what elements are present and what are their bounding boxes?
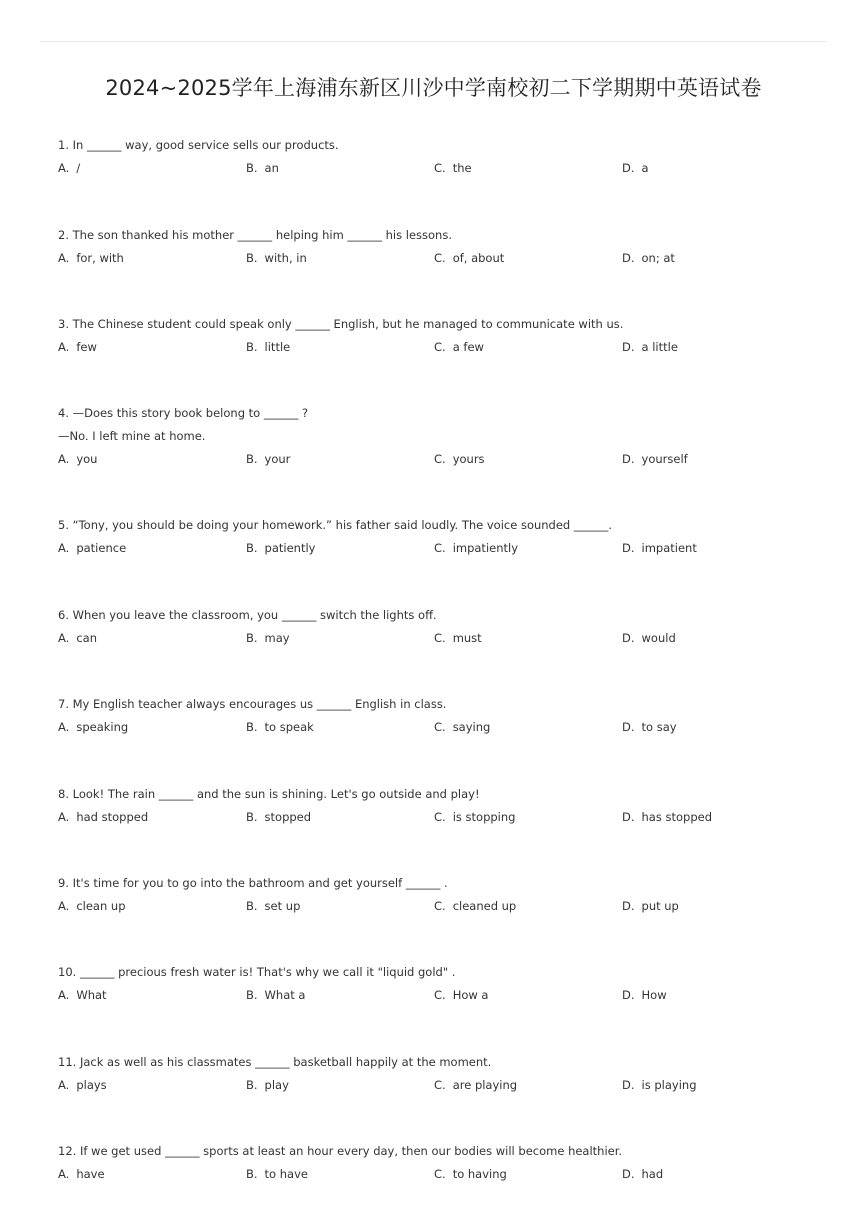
option-row (58, 448, 818, 471)
option-letter: B. (246, 161, 258, 175)
option-text: to have (264, 1167, 308, 1181)
option-letter: B. (246, 452, 258, 466)
option-d[interactable] (622, 984, 667, 1007)
option-b[interactable] (246, 336, 290, 359)
option-row (58, 336, 818, 359)
question-stem: 12. If we get used ______ sports at least an hour every day, then our bodies will become healthier. (58, 1144, 623, 1158)
question-11 (58, 1051, 818, 1097)
option-b[interactable] (246, 806, 311, 829)
option-row (58, 157, 818, 180)
option-b[interactable] (246, 1074, 289, 1097)
option-d[interactable] (622, 157, 649, 180)
option-letter: B. (246, 988, 258, 1002)
option-text: for, with (76, 251, 124, 265)
question-stem: 3. The Chinese student could speak only ______ English, but he managed to communicate with us. (58, 317, 624, 331)
option-letter: C. (434, 631, 446, 645)
option-letter: C. (434, 810, 446, 824)
option-d[interactable] (622, 895, 679, 918)
option-letter: C. (434, 161, 446, 175)
option-d[interactable] (622, 537, 697, 560)
option-letter: A. (58, 541, 70, 555)
question-1 (58, 134, 818, 180)
option-text: patience (76, 541, 127, 555)
option-d[interactable] (622, 1163, 663, 1186)
question-2 (58, 224, 818, 270)
option-d[interactable] (622, 716, 677, 739)
option-letter: C. (434, 541, 446, 555)
option-text: must (452, 631, 482, 645)
option-b[interactable] (246, 537, 315, 560)
option-text: yours (452, 452, 485, 466)
option-text: What a (264, 988, 306, 1002)
option-letter: D. (622, 251, 635, 265)
option-text: may (264, 631, 290, 645)
option-text: patiently (264, 541, 316, 555)
option-text: with, in (264, 251, 307, 265)
option-text: stopped (264, 810, 312, 824)
option-letter: D. (622, 631, 635, 645)
option-a[interactable] (58, 448, 97, 471)
option-text: saying (452, 720, 491, 734)
option-letter: D. (622, 452, 635, 466)
option-d[interactable] (622, 336, 678, 359)
option-c[interactable] (434, 1074, 517, 1097)
option-text: How a (452, 988, 489, 1002)
option-letter: D. (622, 340, 635, 354)
option-text: is playing (641, 1078, 697, 1092)
option-a[interactable] (58, 806, 148, 829)
question-8 (58, 783, 818, 829)
option-letter: A. (58, 161, 70, 175)
option-letter: D. (622, 988, 635, 1002)
option-letter: C. (434, 720, 446, 734)
option-letter: D. (622, 810, 635, 824)
option-d[interactable] (622, 247, 675, 270)
option-a[interactable] (58, 1163, 105, 1186)
option-text: How (641, 988, 667, 1002)
option-b[interactable] (246, 895, 300, 918)
option-c[interactable] (434, 716, 490, 739)
option-row (58, 247, 818, 270)
option-b[interactable] (246, 984, 305, 1007)
option-text: have (76, 1167, 105, 1181)
option-text: set up (264, 899, 301, 913)
option-letter: D. (622, 1078, 635, 1092)
option-a[interactable] (58, 716, 128, 739)
option-text: on; at (641, 251, 675, 265)
option-letter: B. (246, 899, 258, 913)
option-c[interactable] (434, 984, 488, 1007)
option-text: clean up (76, 899, 126, 913)
option-letter: C. (434, 988, 446, 1002)
option-c[interactable] (434, 806, 515, 829)
option-c[interactable] (434, 1163, 507, 1186)
option-text: speaking (76, 720, 129, 734)
option-letter: B. (246, 810, 258, 824)
option-letter: A. (58, 810, 70, 824)
option-b[interactable] (246, 157, 279, 180)
question-9 (58, 872, 818, 918)
option-a[interactable] (58, 895, 126, 918)
question-10 (58, 961, 818, 1007)
option-a[interactable] (58, 247, 124, 270)
option-d[interactable] (622, 806, 712, 829)
option-letter: B. (246, 541, 258, 555)
option-text: an (264, 161, 279, 175)
question-12 (58, 1140, 818, 1186)
option-text: would (641, 631, 676, 645)
option-a[interactable] (58, 1074, 107, 1097)
question-4 (58, 402, 818, 471)
option-a[interactable] (58, 336, 97, 359)
option-b[interactable] (246, 716, 314, 739)
option-text: play (264, 1078, 289, 1092)
question-stem: 7. My English teacher always encourages us ______ English in class. (58, 697, 447, 711)
option-text: a few (452, 340, 484, 354)
option-text: are playing (452, 1078, 518, 1092)
option-text: your (264, 452, 291, 466)
option-letter: A. (58, 988, 70, 1002)
option-letter: A. (58, 631, 70, 645)
option-letter: C. (434, 1167, 446, 1181)
option-text: a (641, 161, 649, 175)
option-letter: D. (622, 899, 635, 913)
option-letter: D. (622, 1167, 635, 1181)
question-stem: 6. When you leave the classroom, you ______ switch the lights off. (58, 608, 437, 622)
option-text: is stopping (452, 810, 516, 824)
option-letter: A. (58, 720, 70, 734)
option-text: to having (452, 1167, 507, 1181)
option-b[interactable] (246, 1163, 308, 1186)
option-a[interactable] (58, 157, 80, 180)
question-stem: 2. The son thanked his mother ______ helping him ______ his lessons. (58, 228, 452, 242)
option-text: plays (76, 1078, 107, 1092)
question-stem: 1. In ______ way, good service sells our products. (58, 138, 339, 152)
option-text: impatiently (452, 541, 519, 555)
option-text: / (76, 161, 81, 175)
option-c[interactable] (434, 448, 485, 471)
option-b[interactable] (246, 247, 307, 270)
option-letter: B. (246, 631, 258, 645)
option-d[interactable] (622, 1074, 697, 1097)
option-letter: B. (246, 1078, 258, 1092)
option-text: had stopped (76, 810, 149, 824)
option-b[interactable] (246, 627, 290, 650)
option-d[interactable] (622, 627, 676, 650)
page-title: 2024~2025学年上海浦东新区川沙中学南校初二下学期期中英语试卷 (105, 76, 762, 100)
option-text: of, about (452, 251, 505, 265)
option-text: yourself (641, 452, 688, 466)
option-letter: B. (246, 720, 258, 734)
question-stem: 8. Look! The rain ______ and the sun is shining. Let's go outside and play! (58, 787, 480, 801)
option-text: had (641, 1167, 664, 1181)
option-text: impatient (641, 541, 697, 555)
option-letter: C. (434, 899, 446, 913)
option-letter: A. (58, 899, 70, 913)
option-c[interactable] (434, 247, 504, 270)
option-c[interactable] (434, 157, 472, 180)
option-letter: C. (434, 251, 446, 265)
option-c[interactable] (434, 537, 518, 560)
option-row (58, 895, 818, 918)
option-text: you (76, 452, 98, 466)
option-text: to say (641, 720, 677, 734)
option-a[interactable] (58, 537, 126, 560)
option-text: to speak (264, 720, 314, 734)
option-letter: C. (434, 340, 446, 354)
option-row (58, 537, 818, 560)
header-divider (40, 41, 827, 42)
question-stem: 9. It's time for you to go into the bathroom and get yourself ______ . (58, 876, 448, 890)
option-letter: D. (622, 720, 635, 734)
question-stem: 10. ______ precious fresh water is! That's why we call it "liquid gold" . (58, 965, 456, 979)
option-letter: C. (434, 452, 446, 466)
question-7 (58, 693, 818, 739)
option-c[interactable] (434, 895, 516, 918)
option-text: What (76, 988, 107, 1002)
option-letter: B. (246, 251, 258, 265)
option-letter: B. (246, 340, 258, 354)
option-text: a little (641, 340, 678, 354)
option-row (58, 1163, 818, 1186)
question-6 (58, 604, 818, 650)
option-a[interactable] (58, 627, 97, 650)
option-row (58, 716, 818, 739)
option-row (58, 806, 818, 829)
option-row (58, 984, 818, 1007)
option-row (58, 1074, 818, 1097)
question-stem: 4. —Does this story book belong to ______ ? (58, 406, 309, 420)
option-text: little (264, 340, 291, 354)
option-a[interactable] (58, 984, 107, 1007)
option-text: the (452, 161, 472, 175)
option-letter: D. (622, 541, 635, 555)
option-b[interactable] (246, 448, 290, 471)
option-letter: A. (58, 1167, 70, 1181)
option-letter: B. (246, 1167, 258, 1181)
option-text: put up (641, 899, 679, 913)
question-stem: 5. “Tony, you should be doing your homework.” his father said loudly. The voice sounded ______. (58, 518, 613, 532)
option-letter: A. (58, 1078, 70, 1092)
question-stem: 11. Jack as well as his classmates ______ basketball happily at the moment. (58, 1055, 492, 1069)
question-3 (58, 313, 818, 359)
option-text: can (76, 631, 97, 645)
option-letter: C. (434, 1078, 446, 1092)
question-5 (58, 514, 818, 560)
option-text: has stopped (641, 810, 713, 824)
option-c[interactable] (434, 336, 484, 359)
option-letter: A. (58, 452, 70, 466)
option-d[interactable] (622, 448, 688, 471)
option-letter: D. (622, 161, 635, 175)
option-letter: A. (58, 251, 70, 265)
option-text: few (76, 340, 97, 354)
option-letter: A. (58, 340, 70, 354)
option-row (58, 627, 818, 650)
option-text: cleaned up (452, 899, 517, 913)
option-c[interactable] (434, 627, 482, 650)
question-stem-line-2: —No. I left mine at home. (58, 429, 206, 443)
